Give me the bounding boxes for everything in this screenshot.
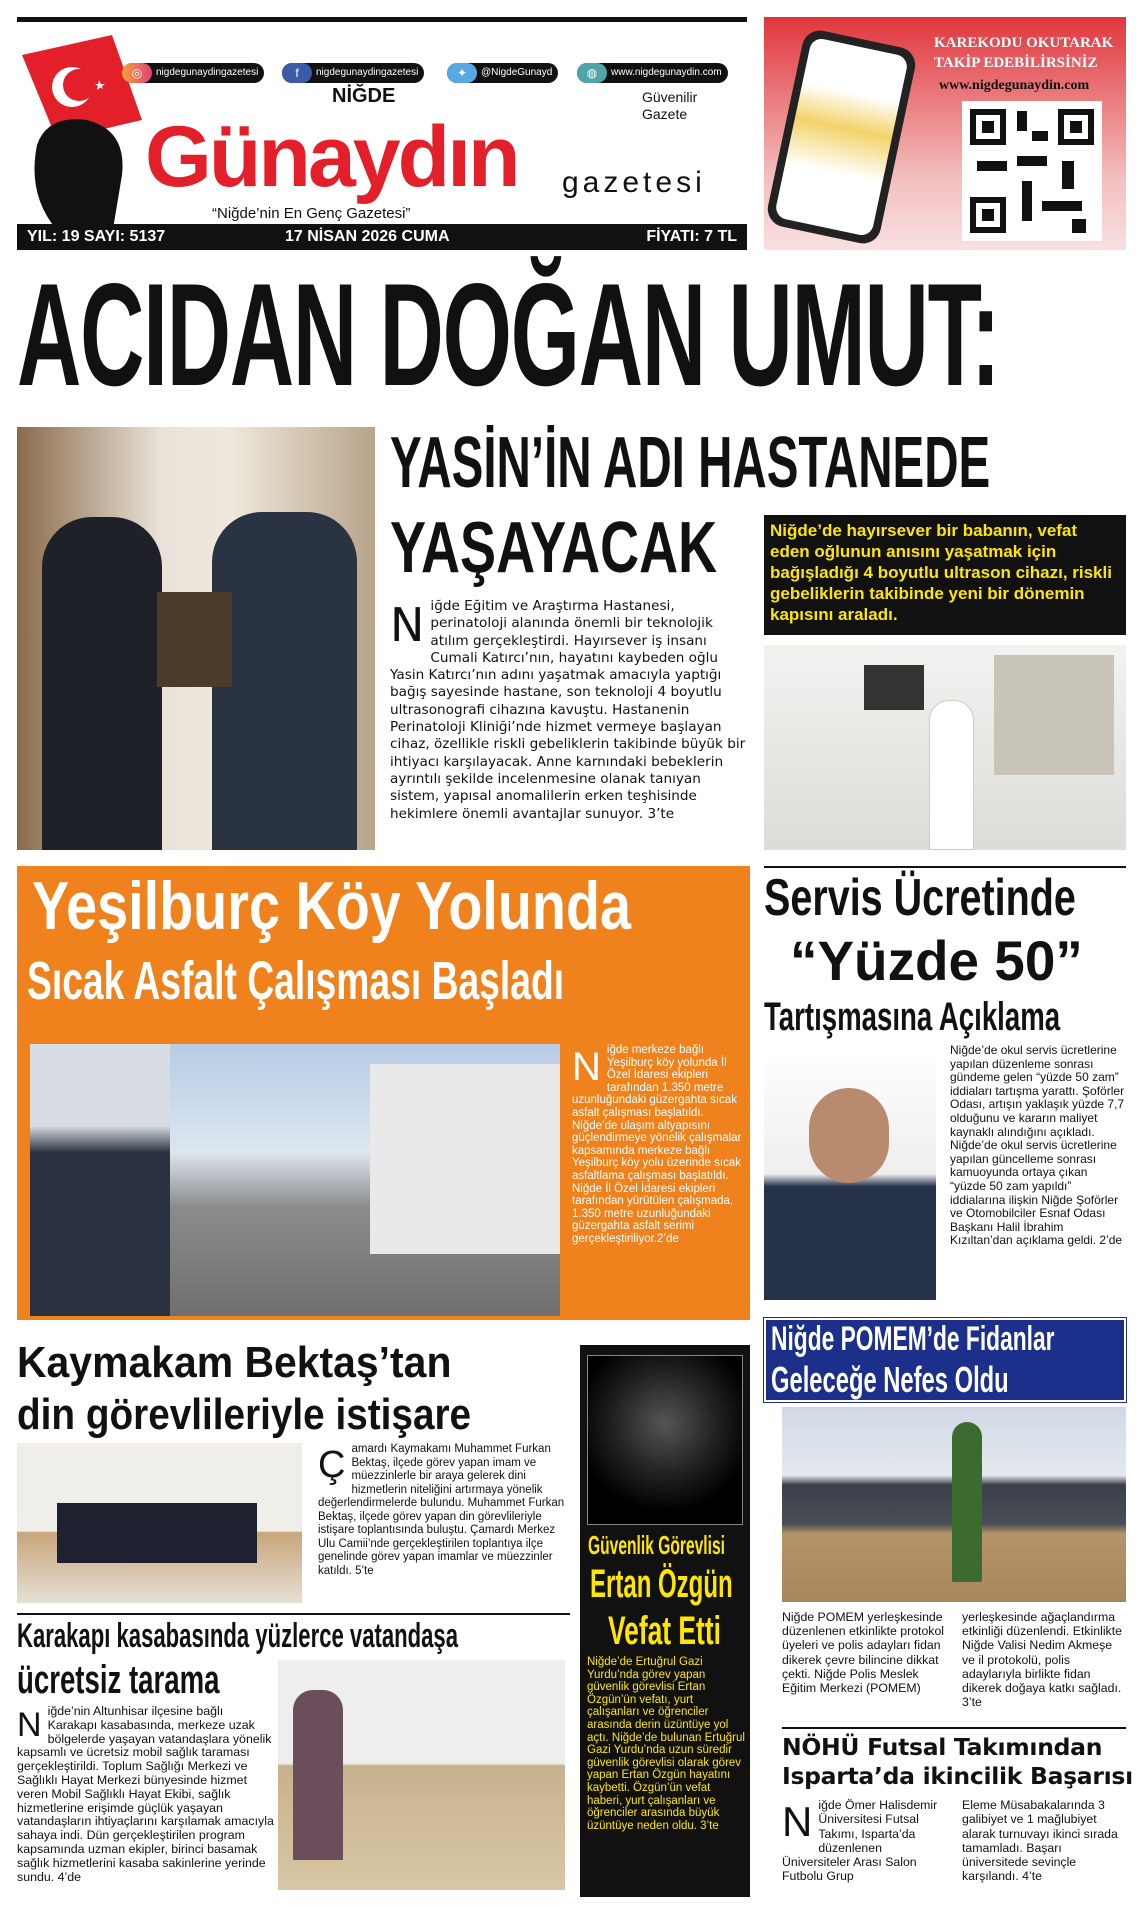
masthead-logo-suffix: gazetesi [562,166,706,199]
issue-date: 17 NİSAN 2026 CUMA [285,228,450,245]
top-rule [17,17,747,22]
divider [17,1613,570,1615]
social-website[interactable]: ◍ www.nigdegunaydin.com [577,63,728,83]
social-facebook[interactable]: f nigdegunaydingazetesi [282,63,424,83]
service-headline-2: “Yüzde 50” [790,929,1083,992]
futsal-headline-2: Isparta’da ikincilik Başarısı [782,1762,1133,1790]
asphalt-photo [30,1044,560,1316]
service-photo [764,1048,936,1300]
pomem-body-col2: yerleşkesinde ağaçlandırma etkinliği düzenlendi. Etkinlikte Niğde Valisi Nedim Akmeşe ve il protokolü, polis adaylarıyla birlikte fidan dikerek doğaya katkı sağladı. 3’te [962,1610,1122,1710]
globe-icon: ◍ [577,63,607,83]
drop-cap: N [782,1798,813,1845]
asphalt-headline-2: Sıcak Asfalt Çalışması Başladı [27,951,565,1011]
facebook-icon: f [282,63,312,83]
asphalt-story [17,866,750,1320]
obituary-headline-2: Ertan Özgün [590,1562,733,1606]
karakapi-body-text: iğde’nin Altunhisar ilçesine bağlı Karakapı kasabasında, merkeze uzak bölgelerde yaşayan vatandaşlara yönelik kapsamlı ve ücretsiz mobil sağlık taraması gerçekleştirildi. Toplum Sağlığı Merkezi ve Sağlıklı Hayat Merkezi bünyesinde hizmet veren Mobil Sağlıklı Hayat Ekibi, sağlık hizmetlerine erişimde güçlük yaşayan vatandaşların ihtiyaçlarını karşılamak amacıyla sahaya indi. Dün gerçekleştirilen program kapsamında uzman ekipler, birinci basamak sağlık hizmetlerini kasaba sakinlerine yerinde sundu. 4’de [17,1704,274,1884]
lead-body-text: iğde Eğitim ve Araştırma Hastanesi, perinatoloji alanında önemli bir teknolojik atılım gerçekleştirdi. Hayırsever iş insanı Cumali Katırcı’nın, hayatını kaybeden oğlu Yasin Katırcı’nın adını yaşatmak amacıyla yaptığı bağış sayesinde hastane, son teknoloji 4 boyutlu ultrasonografi cihazına kavuştu. Hastanenin Perinatoloji Kliniği’nde hizmet vermeye başlayan cihaz, özellikle riskli gebeliklerin takibinde büyük bir ihtiyacı karşılayacak. Anne karnındaki bebeklerin ayrıntılı şekilde incelenmesine olanak tanıyan sistem, yapısal anomalilerin erken teşhisinde hekimlere önemli avantajlar sunuyor. 3’te [390,598,746,822]
futsal-body-col1 [782,1798,947,1884]
futsal-body-col2: Eleme Müsabakalarında 3 galibiyet ve 1 mağlubiyet alarak turnuvayı ikinci sırada tamamladı. Başarı üniversitede sevinçle karşılandı. 4’te [962,1798,1118,1884]
kaymakam-headline-2: din görevlileriyle istişare [17,1390,472,1439]
futsal-body-text: iğde Ömer Halisdemir Üniversitesi Futsal Takımı, Isparta’da düzenlenen Üniversiteler Arası Salon Futbolu Grup [782,1798,938,1884]
ad-line-1: KAREKODU OKUTARAK [934,35,1114,51]
drop-cap: N [390,598,425,652]
masthead [17,25,747,250]
obituary-body: Niğde’de Ertuğrul Gazi Yurdu’nda görev yapan güvenlik görevlisi Ertan Özgün’ün vefatı, yurt çalışanları ve öğrenciler arasında derin üzüntüye yol açtı. Niğde’de bulunan Ertuğrul Gazi Yurdu’nda uzun süredir güvenlik görevlisi olarak görev yapan Ertan Özgün hayatını kaybetti. Özgün’ün vefat haberi, yurt çalışanları ve öğrenciler arasında büyük üzüntüye neden oldu. 3’te [587,1656,745,1832]
masthead-logo-name: Günaydın [145,109,518,205]
service-headline-3: Tartışmasına Açıklama [764,995,1061,1039]
instagram-icon: ◎ [122,63,152,83]
service-body: Niğde’de okul servis ücretlerine yapılan düzenleme sonrası gündeme gelen “yüzde 50 zam” iddiaları tartışma yarattı. Şoförler Odası, artışın yaklaşık yüzde 7,7 olduğunu ve kararın maliyet kaynaklı alındığını açıkladı. Niğde’de okul servis ücretlerine yapılan güncelleme sonrası kamuoyunda ortaya çıkan “yüzde 50 zam yapıldı” iddialarına ilişkin Niğde Şoförler ve Otomobilciler Esnaf Odası Başkanı Halil İbrahim Kızıltan’dan açıklama geldi. 2’de [950,1043,1125,1248]
pomem-header [764,1318,1126,1402]
ad-url: www.nigdegunaydin.com [939,78,1090,93]
kaymakam-headline-1: Kaymakam Bektaş’tan [17,1338,452,1387]
kaymakam-photo [17,1443,302,1603]
futsal-headline [782,1733,1133,1791]
karakapi-body [17,1705,275,1884]
qr-ad[interactable] [764,17,1126,250]
pomem-photo [782,1407,1126,1602]
lead-photo [17,427,375,850]
lead-headline: ACIDAN DOĞAN UMUT: [17,253,1000,416]
karakapi-photo [278,1660,565,1890]
asphalt-body-text: iğde merkeze bağlı Yeşilburç köy yolunda İl Özel İdaresi ekipleri tarafından 1.350 metre uzunluğundaki güzergahta sıcak asfalt çalışması başlatıldı. Niğde’de ulaşım altyapısını güçlendirmeye yönelik çalışmalar kapsamında merkeze bağlı Yeşilburç köy yolu üzerinde sıcak asfaltlama çalışması başlatıldı. Niğde İl Özel İdaresi ekipleri tarafından yürütülen çalışmada, 1.350 metre uzunluğundaki güzergahta asfalt serimi gerçekleştiriliyor.2’de [572,1044,742,1245]
masthead-side-slogan: Güvenilir Gazete [642,89,698,122]
drop-cap: N [17,1706,42,1744]
obituary-headline-1: Güvenlik Görevlisi [588,1530,725,1560]
divider [782,1727,1126,1729]
asphalt-body [572,1044,746,1246]
pomem-headline-2: Geleceğe Nefes Oldu [771,1359,1009,1400]
drop-cap: N [572,1045,601,1089]
kaymakam-body [318,1443,570,1578]
lead-summary: Niğde’de hayırsever bir babanın, vefat eden oğlunun anısını yaşatmak için bağışladığı 4 boyutlu ultrason cihazı, riskli gebeliklerin takibinde yeni bir dönemin kapısını araladı. [764,515,1126,635]
obituary-box [580,1345,750,1897]
issue-price: FİYATI: 7 TL [646,228,737,245]
masthead-motto: “Niğde’nin En Genç Gazetesi” [212,205,411,222]
asphalt-headline-1: Yeşilburç Köy Yolunda [32,868,632,944]
ultrasound-photo [764,645,1126,850]
obituary-photo [587,1355,743,1525]
qr-code-icon [962,101,1102,241]
pomem-body-col1: Niğde POMEM yerleşkesinde düzenlenen etkinlikte protokol üyeleri ve polis adayları fidan dikerek çevre bilincine dikkat çekti. Niğde Polis Meslek Eğitim Merkezi (POMEM) [782,1610,945,1696]
futsal-headline-1: NÖHÜ Futsal Takımından [782,1733,1103,1761]
issue-bar [17,224,747,250]
karakapi-headline-2: ücretsiz tarama [17,1658,220,1702]
masthead-city: NİĞDE [332,85,396,107]
social-instagram[interactable]: ◎ nigdegunaydingazetesi [122,63,264,83]
issue-number: YIL: 19 SAYI: 5137 [27,228,166,245]
service-headline-1: Servis Ücretinde [764,869,1076,927]
drop-cap: Ç [318,1444,346,1486]
pomem-headline-1: Niğde POMEM’de Fidanlar [771,1320,1055,1358]
obituary-headline-3: Vefat Etti [608,1609,721,1653]
lead-body [390,598,750,823]
social-twitter[interactable]: ✦ @NigdeGunayd [447,63,558,83]
karakapi-headline-1: Karakapı kasabasında yüzlerce vatandaşa [17,1617,459,1655]
lead-subheadline-1: YASİN’İN ADI HASTANEDE [390,423,991,503]
twitter-icon: ✦ [447,63,477,83]
kaymakam-body-text: amardı Kaymakamı Muhammet Furkan Bektaş, ilçede görev yapan imam ve müezzinlerle bir araya gelerek dini hizmetlerin niteliğini artırmaya yönelik değerlendirmelerde bulundu. Muhammet Furkan Bektaş, ilçede görev yapan din görevlileriyle istişare toplantısında buluştu. Çamardı Merkez Ulu Camii’nde gerçekleştirilen toplantıya ilçe genelinde görev yapan imamlar ve müezzinler katıldı. 5’te [318,1443,565,1577]
ad-line-2: TAKİP EDEBİLİRSİNİZ [934,55,1098,71]
lead-subheadline-2: YAŞAYACAK [390,508,718,588]
phone-image [764,27,918,247]
